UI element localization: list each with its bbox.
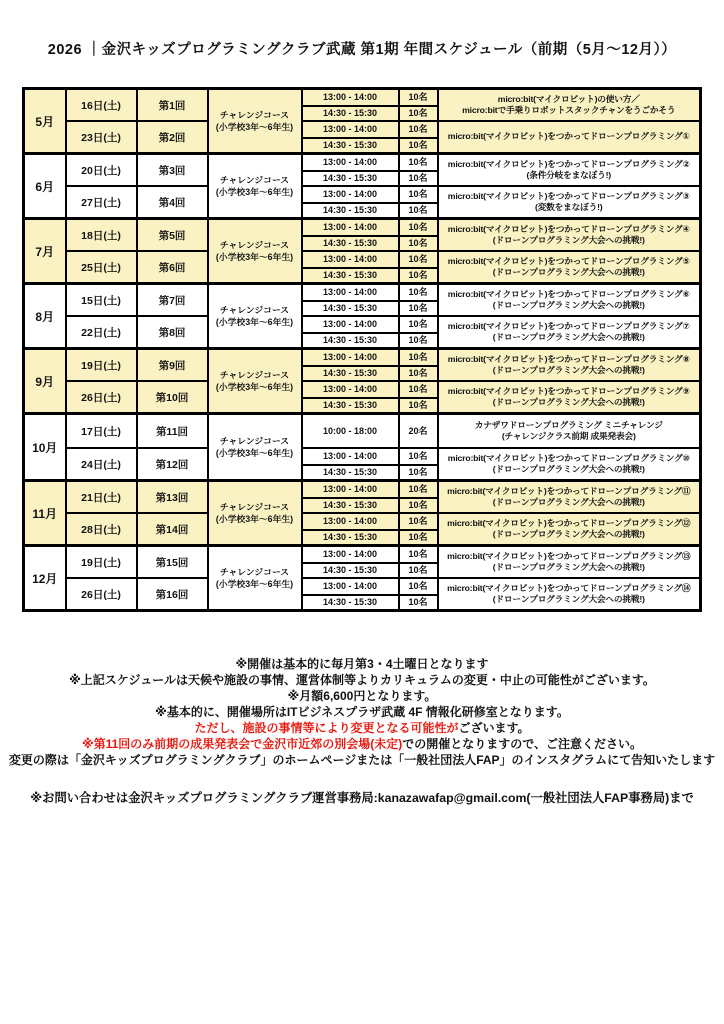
capacity-value: 10名 [400,170,437,185]
date-cell: 18日(土) [66,219,137,252]
description-line: (ドローンプログラミング大会への挑戦!) [492,529,645,539]
month-cell: 7月 [24,219,66,284]
course-name: チャレンジコース [219,110,290,120]
description-cell [438,121,701,154]
time-slots [303,482,398,512]
session-row [24,316,701,349]
description-line: (チャレンジクラス前期 成果発表会) [501,431,636,441]
description-line: (ドローンプログラミング大会への挑戦!) [492,300,645,310]
session-row [24,381,701,414]
description-cell [438,154,701,187]
month-cell: 10月 [24,414,66,481]
month-cell: 12月 [24,546,66,611]
note-text: での開催となりますので、ご注意ください。 [402,737,643,751]
capacity-value: 10名 [408,287,428,297]
time-slot: 14:30 - 15:30 [303,332,398,347]
description-line: (ドローンプログラミング大会への挑戦!) [492,594,645,604]
capacity-value: 10名 [400,137,437,152]
time-slot: 14:30 - 15:30 [303,105,398,120]
description-cell [438,316,701,349]
time-cell [302,121,399,154]
description-line: micro:bit(マイクロビット)をつかってドローンプログラミング③ [447,190,690,201]
description-line: micro:bit(マイクロビット)をつかってドローンプログラミング⑧ [447,353,690,364]
time-slots [303,187,398,217]
date-cell: 20日(土) [66,154,137,187]
capacity-cell [399,381,438,414]
time-slot: 13:00 - 14:00 [322,124,378,134]
time-cell [302,316,399,349]
session-number-cell: 第4回 [137,186,208,219]
course-name: チャレンジコース [219,567,290,577]
course-name: チャレンジコース [219,305,290,315]
description-line: micro:bit(マイクロビット)をつかってドローンプログラミング⑤ [447,255,690,266]
course-cell [208,414,302,481]
capacity-slots [400,382,437,412]
note-line [0,672,724,688]
date-cell: 21日(土) [66,481,137,514]
note-line [0,720,724,736]
session-number-cell: 第1回 [137,89,208,122]
month-cell: 5月 [24,89,66,154]
time-cell [302,546,399,579]
time-slot: 13:00 - 14:00 [322,549,378,559]
month-cell: 6月 [24,154,66,219]
capacity-value: 10名 [408,124,428,134]
capacity-value: 10名 [408,189,428,199]
time-slot: 13:00 - 14:00 [322,222,378,232]
note-line [0,704,724,720]
course-name: チャレンジコース [219,502,290,512]
capacity-slots [400,122,437,152]
capacity-slots [400,350,437,380]
capacity-value: 10名 [408,384,428,394]
description-line: micro:bit(マイクロビット)をつかってドローンプログラミング⑭ [447,582,691,593]
capacity-cell [399,481,438,514]
description-line: micro:bit(マイクロビット)をつかってドローンプログラミング⑥ [447,288,690,299]
time-cell [302,448,399,481]
capacity-value: 10名 [400,235,437,250]
time-cell [302,414,399,449]
date-cell: 15日(土) [66,284,137,317]
time-cell [302,578,399,611]
session-row [24,186,701,219]
course-name: チャレンジコース [219,370,290,380]
session-row [24,349,701,382]
course-name: チャレンジコース [219,240,290,250]
capacity-slots [400,514,437,544]
description-line: (条件分岐をまなぼう!) [526,170,611,180]
time-slot: 13:00 - 14:00 [322,581,378,591]
note-line [0,736,724,752]
time-cell [302,284,399,317]
time-slot: 13:00 - 14:00 [322,319,378,329]
capacity-value: 10名 [408,222,428,232]
description-cell [438,89,701,122]
capacity-slots [400,187,437,217]
session-row [24,219,701,252]
description-cell [438,481,701,514]
course-cell [208,481,302,546]
session-number-cell: 第5回 [137,219,208,252]
capacity-slots [400,155,437,185]
description-line: micro:bit(マイクロビット)の使い方／ [497,93,640,104]
session-row [24,121,701,154]
description-line: micro:bit(マイクロビット)をつかってドローンプログラミング⑦ [447,320,690,331]
session-number-cell: 第15回 [137,546,208,579]
capacity-value: 10名 [400,464,437,479]
capacity-slots [400,415,437,447]
capacity-cell [399,121,438,154]
capacity-slots [400,90,437,120]
capacity-value: 10名 [400,202,437,217]
note-text-alert: ※第11回のみ前期の成果発表会で金沢市近郊の別会場(未定) [81,737,403,751]
time-slots [303,90,398,120]
capacity-value: 10名 [408,254,428,264]
capacity-cell [399,578,438,611]
time-slot: 14:30 - 15:30 [303,562,398,577]
capacity-value: 10名 [408,157,428,167]
course-grade: (小学校3年～6年生) [215,252,294,262]
description-cell [438,284,701,317]
time-cell [302,251,399,284]
description-line: (ドローンプログラミング大会への挑戦!) [492,267,645,277]
time-slots [303,285,398,315]
date-cell: 16日(土) [66,89,137,122]
date-cell: 24日(土) [66,448,137,481]
course-grade: (小学校3年～6年生) [215,187,294,197]
time-slot: 10:00 - 18:00 [322,426,378,436]
note-text: ※月額6,600円となります。 [287,689,437,703]
time-cell [302,186,399,219]
description-cell [438,578,701,611]
description-cell [438,546,701,579]
capacity-value: 10名 [400,365,437,380]
schedule-table-body [24,89,701,611]
session-number-cell: 第16回 [137,578,208,611]
capacity-cell [399,251,438,284]
description-cell [438,448,701,481]
description-line: カナザワドローンプログラミング ミニチャレンジ [474,419,663,430]
capacity-value: 10名 [400,529,437,544]
date-cell: 27日(土) [66,186,137,219]
time-slot: 14:30 - 15:30 [303,267,398,282]
course-grade: (小学校3年～6年生) [215,317,294,327]
capacity-slots [400,482,437,512]
session-number-cell: 第6回 [137,251,208,284]
time-slot: 13:00 - 14:00 [322,451,378,461]
capacity-value: 10名 [400,562,437,577]
description-line: (ドローンプログラミング大会への挑戦!) [492,397,645,407]
description-line: micro:bit(マイクロビット)をつかってドローンプログラミング④ [447,223,690,234]
description-cell [438,349,701,382]
session-number-cell: 第14回 [137,513,208,546]
session-number-cell: 第12回 [137,448,208,481]
time-slot: 14:30 - 15:30 [303,202,398,217]
time-slots [303,382,398,412]
session-row [24,154,701,187]
capacity-value: 10名 [400,332,437,347]
time-slot: 14:30 - 15:30 [303,137,398,152]
schedule-table [22,87,702,612]
session-row [24,284,701,317]
description-cell [438,414,701,449]
course-cell [208,349,302,414]
description-line: (ドローンプログラミング大会への挑戦!) [492,464,645,474]
capacity-slots [400,252,437,282]
date-cell: 26日(土) [66,381,137,414]
course-cell [208,546,302,611]
description-cell [438,381,701,414]
capacity-value: 10名 [408,451,428,461]
capacity-value: 10名 [400,397,437,412]
course-cell [208,219,302,284]
capacity-value: 10名 [400,300,437,315]
session-row [24,578,701,611]
schedule-table-container [22,87,702,612]
date-cell: 28日(土) [66,513,137,546]
session-number-cell: 第10回 [137,381,208,414]
description-line: (変数をまなぼう!) [535,202,603,212]
capacity-cell [399,546,438,579]
time-cell [302,349,399,382]
time-slot: 14:30 - 15:30 [303,529,398,544]
time-slot: 14:30 - 15:30 [303,397,398,412]
session-number-cell: 第7回 [137,284,208,317]
session-number-cell: 第8回 [137,316,208,349]
capacity-value: 10名 [408,484,428,494]
capacity-value: 10名 [400,105,437,120]
time-slot: 14:30 - 15:30 [303,464,398,479]
time-cell [302,89,399,122]
note-text: ※開催は基本的に毎月第3・4土曜日となります [235,657,489,671]
course-cell [208,284,302,349]
time-slots [303,252,398,282]
time-slots [303,579,398,609]
time-slots [303,547,398,577]
capacity-slots [400,547,437,577]
capacity-cell [399,219,438,252]
description-line: micro:bit(マイクロビット)をつかってドローンプログラミング⑩ [447,452,690,463]
note-text: 変更の際は「金沢キッズプログラミングクラブ」のホームページまたは「一般社団法人FAP」のインスタグラムにて告知いたします [8,753,716,767]
note-text: ※上記スケジュールは天候や施設の事情、運営体制等よりカリキュラムの変更・中止の可能性がございます。 [69,673,655,687]
course-grade: (小学校3年～6年生) [215,122,294,132]
capacity-cell [399,414,438,449]
course-grade: (小学校3年～6年生) [215,382,294,392]
capacity-value: 10名 [408,92,428,102]
session-number-cell: 第11回 [137,414,208,449]
note-text-alert: ただし、施設の事情等により変更となる可能性が [194,721,459,735]
time-slots [303,415,398,447]
session-number-cell: 第3回 [137,154,208,187]
description-line: (ドローンプログラミング大会への挑戦!) [492,332,645,342]
capacity-cell [399,89,438,122]
capacity-cell [399,349,438,382]
time-slot: 13:00 - 14:00 [322,516,378,526]
time-slots [303,514,398,544]
capacity-slots [400,220,437,250]
capacity-slots [400,449,437,479]
capacity-cell [399,186,438,219]
capacity-cell [399,448,438,481]
page-title: 2026 ｜金沢キッズプログラミングクラブ武蔵 第1期 年間スケジュール（前期（5月～12月）） [47,42,677,58]
capacity-value: 10名 [408,581,428,591]
session-number-cell: 第2回 [137,121,208,154]
time-slot: 13:00 - 14:00 [322,287,378,297]
time-cell [302,154,399,187]
time-slot: 14:30 - 15:30 [303,300,398,315]
time-slots [303,317,398,347]
date-cell: 25日(土) [66,251,137,284]
date-cell: 22日(土) [66,316,137,349]
month-cell: 8月 [24,284,66,349]
time-cell [302,513,399,546]
note-line [0,752,724,768]
capacity-value: 10名 [408,352,428,362]
description-line: micro:bit(マイクロビット)をつかってドローンプログラミング⑬ [447,550,691,561]
capacity-value: 20名 [408,426,428,436]
note-text: ※基本的に、開催場所はITビジネスプラザ武蔵 4F 情報化研修室となります。 [155,705,569,719]
course-grade: (小学校3年～6年生) [215,514,294,524]
description-line: micro:bit(マイクロビット)をつかってドローンプログラミング② [447,158,690,169]
session-row [24,251,701,284]
capacity-cell [399,154,438,187]
time-slot: 14:30 - 15:30 [303,235,398,250]
time-slot: 14:30 - 15:30 [303,365,398,380]
capacity-value: 10名 [400,497,437,512]
course-cell [208,89,302,154]
time-slot: 13:00 - 14:00 [322,92,378,102]
capacity-value: 10名 [408,516,428,526]
time-slots [303,350,398,380]
course-grade: (小学校3年～6年生) [215,579,294,589]
capacity-value: 10名 [408,319,428,329]
description-line: micro:bit(マイクロビット)をつかってドローンプログラミング⑪ [447,485,691,496]
description-line: micro:bit(マイクロビット)をつかってドローンプログラミング⑫ [447,517,691,528]
session-row [24,89,701,122]
time-slot: 13:00 - 14:00 [322,157,378,167]
contact-line: ※お問い合わせは金沢キッズプログラミングクラブ運営事務局:kanazawafap@gmail.com(一般社団法人FAP事務局)まで [30,791,694,805]
description-cell [438,186,701,219]
date-cell: 23日(土) [66,121,137,154]
time-slots [303,122,398,152]
capacity-value: 10名 [400,267,437,282]
time-slot: 14:30 - 15:30 [303,594,398,609]
time-slot: 14:30 - 15:30 [303,170,398,185]
time-slots [303,220,398,250]
session-row [24,414,701,449]
course-name: チャレンジコース [219,175,290,185]
date-cell: 17日(土) [66,414,137,449]
session-number-cell: 第9回 [137,349,208,382]
course-grade: (小学校3年～6年生) [215,448,294,458]
notes [0,656,724,768]
capacity-value: 10名 [408,549,428,559]
time-slot: 13:00 - 14:00 [322,254,378,264]
description-cell [438,219,701,252]
date-cell: 26日(土) [66,578,137,611]
time-cell [302,219,399,252]
description-line: micro:bit(マイクロビット)をつかってドローンプログラミング⑨ [447,385,690,396]
time-slot: 13:00 - 14:00 [322,189,378,199]
time-slot: 13:00 - 14:00 [322,384,378,394]
note-line [0,656,724,672]
session-row [24,546,701,579]
description-line: (ドローンプログラミング大会への挑戦!) [492,497,645,507]
time-slot: 14:30 - 15:30 [303,497,398,512]
description-cell [438,513,701,546]
session-number-cell: 第13回 [137,481,208,514]
time-slot: 13:00 - 14:00 [322,352,378,362]
description-line: (ドローンプログラミング大会への挑戦!) [492,562,645,572]
capacity-cell [399,513,438,546]
month-cell: 9月 [24,349,66,414]
time-cell [302,481,399,514]
time-cell [302,381,399,414]
capacity-cell [399,316,438,349]
description-line: (ドローンプログラミング大会への挑戦!) [492,365,645,375]
description-cell [438,251,701,284]
capacity-cell [399,284,438,317]
description-line: micro:bitで手乗りロボットスタックチャンをうごかそう [462,105,676,115]
capacity-slots [400,579,437,609]
session-row [24,448,701,481]
date-cell: 19日(土) [66,546,137,579]
month-cell: 11月 [24,481,66,546]
session-row [24,481,701,514]
note-text: ございます。 [458,721,530,735]
capacity-value: 10名 [400,594,437,609]
description-line: (ドローンプログラミング大会への挑戦!) [492,235,645,245]
capacity-slots [400,285,437,315]
description-line: micro:bit(マイクロビット)をつかってドローンプログラミング① [447,131,690,142]
note-line [0,688,724,704]
time-slots [303,155,398,185]
capacity-slots [400,317,437,347]
session-row [24,513,701,546]
course-cell [208,154,302,219]
course-name: チャレンジコース [219,436,290,446]
time-slot: 13:00 - 14:00 [322,484,378,494]
time-slots [303,449,398,479]
date-cell: 19日(土) [66,349,137,382]
